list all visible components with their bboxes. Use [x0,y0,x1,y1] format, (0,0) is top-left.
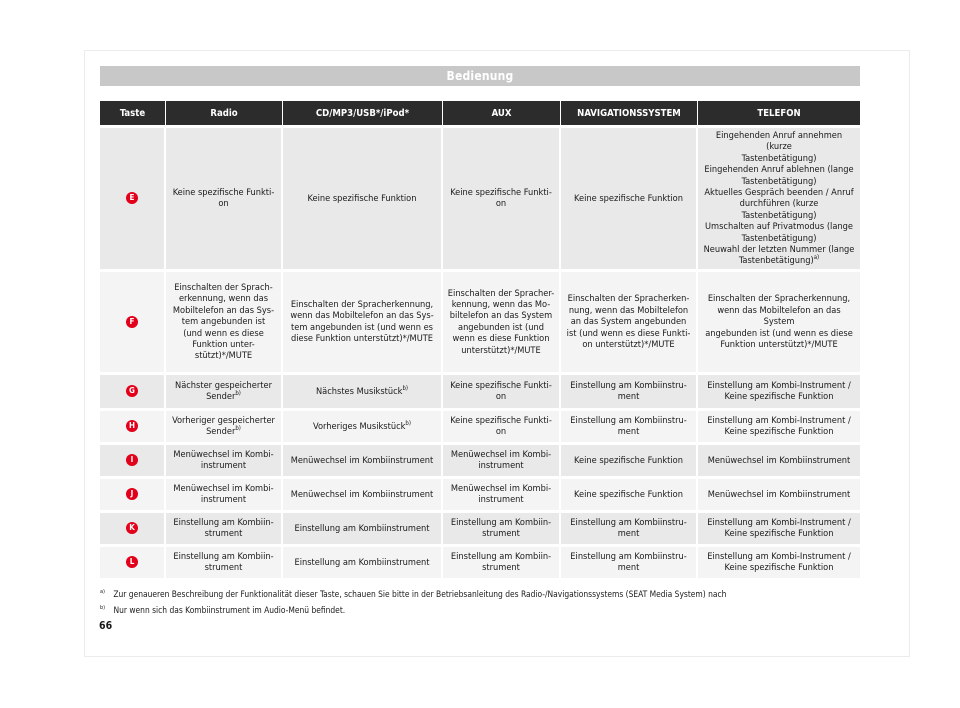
cell-radio [166,372,283,408]
cell-nav-text: Einstellung am Kombiinstru- ment [570,516,687,540]
cell-tel-text: Einstellung am Kombi-Instrument / Keine spezifische Funktion [707,550,851,574]
cell-tel [698,125,860,269]
cell-aux [443,408,561,442]
key-badge: E [126,192,138,204]
footnote-ref: a) [813,254,820,262]
footnote-a [100,589,726,599]
cell-aux-text: Einschalten der Spracher- kennung, wenn das Mo- biltelefon an das System angebunden ist (und wenn es diese Funktion unterstützt)*/MUTE [447,287,555,356]
cell-radio [166,408,283,442]
cell-radio-text: Vorheriger gespeicherter Sender [172,414,275,438]
cell-tel [698,442,860,476]
key-badge: I [126,454,138,466]
column-header: CD/MP3/USB*/iPod* [283,101,443,125]
cell-cd-text: Vorheriges Musikstück [313,420,406,432]
cell-radio [166,476,283,510]
cell-tel [698,408,860,442]
cell-cd-text: Menüwechsel im Kombiinstrument [290,488,434,500]
cell-nav [561,125,698,269]
column-header: Taste [100,101,166,125]
table-row [100,510,860,544]
column-header: AUX [443,101,561,125]
table-row [100,408,860,442]
cell-key [100,125,166,269]
table-header-row [100,101,860,125]
table-row [100,442,860,476]
cell-tel-text: Einstellung am Kombi-Instrument / Keine spezifische Funktion [707,414,851,438]
cell-cd-text: Keine spezifische Funktion [307,192,417,204]
cell-cd [283,372,443,408]
cell-tel [698,372,860,408]
footnote-mark: b) [100,605,106,612]
cell-aux [443,372,561,408]
cell-radio-text: Menüwechsel im Kombi- instrument [173,482,274,506]
cell-cd-text: Einstellung am Kombiinstrument [294,522,430,534]
cell-radio [166,510,283,544]
cell-nav [561,544,698,578]
cell-nav-text: Keine spezifische Funktion [574,192,683,204]
key-badge: K [126,522,138,534]
footnote-text: Nur wenn sich das Kombiinstrument im Audio-Menü befindet. [113,605,346,615]
cell-radio [166,442,283,476]
cell-nav [561,372,698,408]
cell-nav [561,269,698,372]
table-row [100,372,860,408]
cell-radio-text: Keine spezifische Funkti- on [172,187,275,210]
key-badge: F [126,316,138,328]
cell-tel [698,476,860,510]
key-badge: H [126,420,138,432]
cell-key [100,442,166,476]
footnote-mark: a) [100,589,105,596]
cell-aux-text: Einstellung am Kombiin- strument [450,550,552,574]
cell-tel-text: Menüwechsel im Kombiinstrument [707,488,851,500]
cell-nav [561,408,698,442]
cell-nav-text: Keine spezifische Funktion [574,454,683,466]
cell-cd [283,269,443,372]
cell-tel-text: Menüwechsel im Kombiinstrument [707,454,851,466]
cell-cd [283,442,443,476]
cell-aux [443,269,561,372]
cell-nav-text: Einschalten der Spracherken- nung, wenn das Mobiltelefon an das System angebunden ist (und wenn es diese Funkti- on unterstützt)*/MUTE [566,293,691,350]
cell-cd [283,510,443,544]
cell-tel-text: Einstellung am Kombi-Instrument / Keine spezifische Funktion [707,379,851,403]
footnote-b [100,605,345,615]
table-row [100,269,860,372]
cell-nav [561,510,698,544]
footnote-ref: b) [235,425,241,433]
cell-nav-text: Keine spezifische Funktion [574,488,683,500]
cell-aux-text: Keine spezifische Funkti- on [450,414,552,438]
cell-tel-text: Einschalten der Spracherkennung, wenn das Mobiltelefon an das System angebunden ist (und wenn es diese Funktion unterstützt)*/MUTE [705,293,853,350]
cell-key [100,372,166,408]
cell-key [100,544,166,578]
table-row [100,544,860,578]
cell-cd-text: Menüwechsel im Kombiinstrument [290,454,434,466]
cell-nav [561,476,698,510]
cell-radio-text: Einstellung am Kombiin- strument [173,516,274,540]
table-row [100,125,860,269]
cell-cd-text: Einstellung am Kombiinstrument [294,556,430,568]
cell-key [100,510,166,544]
cell-tel [698,269,860,372]
cell-cd [283,408,443,442]
cell-aux [443,442,561,476]
cell-cd [283,544,443,578]
cell-aux [443,125,561,269]
cell-radio [166,269,283,372]
cell-aux-text: Menüwechsel im Kombi- instrument [450,448,552,472]
key-badge: J [126,488,138,500]
cell-cd-text: Nächstes Musikstück [315,385,403,397]
section-title: Bedienung [446,69,514,83]
footnote-ref: b) [402,384,409,392]
cell-tel-text: Eingehenden Anruf annehmen (kurze Tastenbetätigung) Eingehenden Anruf ablehnen (lange Tastenbetätigung) Aktuelles Gespräch beenden / Anruf durchführen (kurze Tastenbetätigung) Umschalten auf Privatmodus (lange Tastenbetätigung) Neuwahl der letzten Nummer (lange Tastenbetätigung) [703,130,855,267]
cell-cd [283,125,443,269]
column-header: TELEFON [698,101,860,125]
controls-table [100,101,860,578]
cell-key [100,408,166,442]
key-badge: G [126,385,138,397]
cell-key [100,476,166,510]
cell-nav [561,442,698,476]
table-row [100,476,860,510]
column-header: NAVIGATIONSSYSTEM [561,101,698,125]
cell-radio-text: Einschalten der Sprach- erkennung, wenn das Mobiltelefon an das Sys- tem angebunden ist (und wenn es diese Funktion unter- stützt)*/MUTE [172,281,275,362]
cell-cd [283,476,443,510]
cell-aux-text: Keine spezifische Funkti- on [450,187,552,210]
cell-tel-text: Einstellung am Kombi-Instrument / Keine spezifische Funktion [707,516,851,540]
cell-radio [166,125,283,269]
cell-nav-text: Einstellung am Kombiinstru- ment [570,379,687,403]
cell-aux [443,510,561,544]
column-header: Radio [166,101,283,125]
cell-aux-text: Einstellung am Kombiin- strument [450,516,552,540]
cell-cd-text: Einschalten der Spracherkennung, wenn das Mobiltelefon an das Sys- tem angebunden ist (und wenn es diese Funktion unterstützt)*/MUTE [290,299,434,345]
cell-nav-text: Einstellung am Kombiinstru- ment [570,414,687,438]
cell-radio [166,544,283,578]
cell-aux-text: Menüwechsel im Kombi- instrument [450,482,552,506]
cell-tel [698,510,860,544]
cell-tel [698,544,860,578]
page-number: 66 [99,620,113,632]
cell-aux [443,476,561,510]
cell-radio-text: Nächster gespeicherter Sender [175,379,272,403]
cell-aux [443,544,561,578]
cell-aux-text: Keine spezifische Funkti- on [450,379,552,403]
key-badge: L [126,556,138,568]
footnote-ref: b) [405,419,411,427]
cell-radio-text: Menüwechsel im Kombi- instrument [173,448,274,472]
cell-radio-text: Einstellung am Kombiin- strument [173,550,274,574]
cell-nav-text: Einstellung am Kombiinstru- ment [570,550,687,574]
cell-key [100,269,166,372]
footnote-text: Zur genaueren Beschreibung der Funktionalität dieser Taste, schauen Sie bitte in der Betriebsanleitung des Radio-/Navigationssystems (SEAT Media System) nach [113,589,727,599]
footnote-ref: b) [235,390,241,398]
